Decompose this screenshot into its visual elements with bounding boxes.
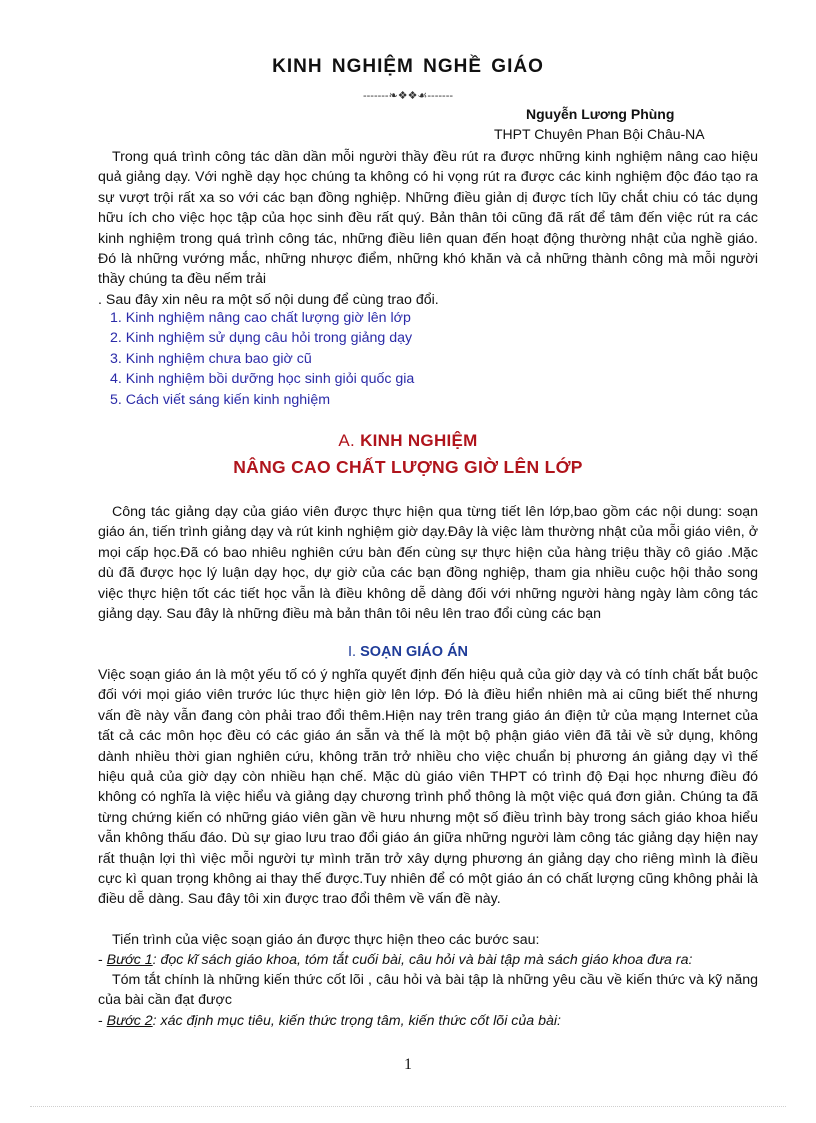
section-i-title: SOẠN GIÁO ÁN — [360, 644, 469, 660]
section-a-paragraph: Công tác giảng dạy của giáo viên được thực hiện qua từng tiết lên lớp,bao gồm các nội dung: soạn giáo án, tiến trình giảng dạy và rút kinh nghiệm giờ dạy.Đây là việc làm thường nhật của mỗi giáo viên, ở mọi cấp học.Đã có bao nhiêu nghiên cứu bàn đến cùng sự thực hiện của hàng triệu thầy cô giáo .Mặc dù đã được học lý luận dạy học, dự giờ của các bạn đồng nghiệp, tham gia nhiều cuộc hội thảo song việc thực hiện tốt các tiết học vẫn là điều không dễ dàng đối với những người hàng ngày làm công tác giảng dạy. Sau đây là những điều mà bản thân tôi nêu lên trao đổi cùng các bạn — [98, 504, 758, 623]
author-school: THPT Chuyên Phan Bội Châu-NA — [494, 126, 705, 142]
section-i-paragraph: Việc soạn giáo án là một yếu tố có ý nghĩa quyết định đến hiệu quả của giờ dạy và có tính chất bắt buộc đối với mọi giáo viên trước lúc thực hiện giờ lên lớp. Đó là điều hiển nhiên mà ai cũng biết thế nhưng vấn đề này vẫn đang còn phải trao đổi thêm.Hiện nay trên trang giáo án điện tử của mạng Internet của tất cả các môn học đều có các giáo án sẵn và thế là một bộ phận giáo viên đã tải về sử dụng, không dành nhiều thời gian nghiên cứu, không trăn trở nhiều cho việc chuẩn bị phương án giảng dạy vì thế hiệu quả của giờ dạy còn nhiều hạn chế. Mặc dù giáo viên THPT có trình độ Đại học nhưng điều đó không có nghĩa là việc hiểu và giảng dạy chương trình phổ thông là một việc quá đơn giản. Chúng ta đã từng chứng kiến có những giáo viên gần về hưu nhưng một số điều trình bày trong sách giáo khoa hiểu vẫn không thấu đáo. Dù sự giao lưu trao đổi giáo án giữa những người làm công tác giảng dạy hiện nay rất thuận lợi thì việc mỗi người tự mình trăn trở xây dựng phương án giảng dạy cho riêng mình là điều cực kì quan trọng không ai thay thế được.Tuy nhiên để có một giáo án có chất lượng cũng không phải là điều dễ dàng. Sau đây tôi xin được trao đổi thêm về vấn đề này. — [98, 667, 758, 908]
step-1-description-text: Tóm tắt chính là những kiến thức cốt lõi , câu hỏi và bài tập là những yêu cầu về kiến thức và kỹ năng của bài cần đạt được — [98, 972, 758, 1009]
section-a-title-line1: KINH NGHIỆM — [360, 431, 478, 450]
step-1-description — [98, 970, 758, 1011]
page-bottom-divider — [30, 1106, 786, 1107]
step-2-dash: - — [98, 1013, 107, 1029]
section-i-prefix: I. — [347, 644, 357, 660]
section-a-body — [98, 502, 758, 624]
steps-intro-text: Tiến trình của việc soạn giáo án được thực hiện theo các bước sau: — [112, 932, 540, 948]
toc-item: 3. Kinh nghiệm chưa bao giờ cũ — [110, 350, 312, 367]
toc-item: 4. Kinh nghiệm bồi dưỡng học sinh giỏi quốc gia — [110, 371, 415, 388]
step-1 — [98, 950, 758, 970]
step-2-text: : xác định mục tiêu, kiến thức trọng tâm, kiến thức cốt lõi của bài: — [152, 1013, 561, 1029]
intro-lead: . Sau đây xin nêu ra một số nội dung để cùng trao đổi. — [98, 291, 439, 308]
step-2 — [98, 1011, 758, 1031]
section-a-heading — [0, 431, 816, 451]
intro-paragraph: Trong quá trình công tác dần dần mỗi người thầy đều rút ra được những kinh nghiệm nâng cao hiệu quả giảng dạy. Với nghề dạy học chúng ta không có hi vọng rút ra được các kinh nghiệm độc đáo tạo ra sự vượt trội rất xa so với các bạn đồng nghiệp. Những điều giản dị được tích lũy chắt chiu có tác dụng hữu ích cho việc học tập của học sinh đều rất quý. Bản thân tôi cũng đã rất để tâm đến việc rút ra các kinh nghiệm trong quá trình công tác, những điều liên quan đến hoạt động thường nhật của nghề giáo. Đó là những vướng mắc, những nhược điểm, những khó khăn và cả những thành công mà mỗi người thầy chúng ta đều nếm trải — [98, 149, 758, 288]
section-i-body — [98, 665, 758, 910]
page-number: 1 — [404, 1056, 412, 1073]
intro-block — [98, 147, 758, 310]
step-1-dash: - — [98, 952, 107, 968]
document-title: KINH NGHIỆM NGHỀ GIÁO — [272, 56, 544, 77]
section-a-prefix: A. — [338, 431, 356, 450]
steps-intro — [98, 930, 758, 950]
step-2-label: Bước 2 — [106, 1013, 153, 1029]
section-i-heading — [0, 644, 816, 660]
toc-item: 1. Kinh nghiệm nâng cao chất lượng giờ lên lớp — [110, 310, 411, 326]
section-a-title-line2: NÂNG CAO CHẤT LƯỢNG GIỜ LÊN LỚP — [233, 457, 583, 477]
toc-item: 2. Kinh nghiệm sử dụng câu hỏi trong giảng dạy — [110, 330, 413, 347]
step-1-text: : đọc kĩ sách giáo khoa, tóm tắt cuối bài, câu hỏi và bài tập mà sách giáo khoa đưa ra: — [152, 952, 693, 968]
table-of-contents — [110, 308, 414, 410]
step-1-label: Bước 1 — [106, 952, 153, 968]
author-name: Nguyễn Lương Phùng — [526, 106, 675, 122]
toc-item: 5. Cách viết sáng kiến kinh nghiệm — [110, 391, 331, 408]
title-ornament: -------❧❖❖☙------- — [362, 90, 454, 102]
